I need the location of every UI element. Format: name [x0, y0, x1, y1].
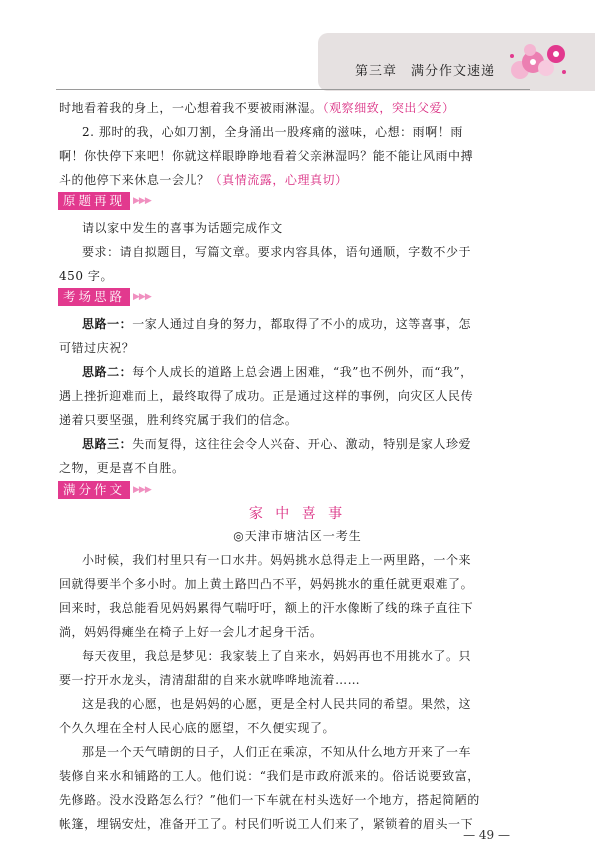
essay-line: 装修自来水和铺路的工人。他们说：“我们是市政府派来的。俗话说要致富，: [59, 769, 480, 783]
essay-line: 个久久埋在全村人民心底的愿望，不久便实现了。: [59, 721, 336, 735]
intro-line: 啊！你快停下来吧！你就这样眼睁睁地看着父亲淋湿吗？能不能让风雨中搏: [59, 149, 474, 163]
essay-line: 那是一个天气晴朗的日子，人们正在乘凉，不知从什么地方开来了一车: [82, 745, 472, 759]
idea-line: 思路三：失而复得，这往往会令人兴奋、开心、激动，特别是家人珍爱: [82, 437, 472, 451]
idea-line: 之物，更是喜不自胜。: [59, 461, 185, 475]
essay-title: 家 中 喜 事: [248, 506, 347, 522]
idea-line: 思路二：每个人成长的道路上总会遇上困难，“我”也不例外，而“我”，: [82, 365, 473, 379]
section-label: 原题再现: [58, 192, 130, 210]
idea-line: 递着只要坚强，胜利终究属于我们的信念。: [59, 413, 298, 427]
idea-line: 思路一：一家人通过自身的努力，都取得了不小的成功，这等喜事，怎: [82, 317, 472, 331]
essay-line: 要一拧开水龙头，清清甜甜的自来水就哗哗地流着……: [59, 673, 361, 687]
essay-line: 帐篷，埋锅安灶，准备开工了。村民们听说工人们来了，紧锁着的眉头一下: [59, 817, 474, 831]
annotation: （真情流露，心理真切）: [209, 173, 348, 187]
essay-line: 淌，妈妈得瘫坐在椅子上好一会儿才起身干活。: [59, 625, 323, 639]
arrow-icon: ▶▶▶: [133, 196, 151, 206]
floral-decoration-icon: [500, 40, 570, 82]
annotation: （观察细致，突出父爱）: [322, 101, 455, 115]
essay-line: 回就得要半个多小时。加上黄土路凹凸不平，妈妈挑水的重任就更艰难了。: [59, 577, 474, 591]
essay-line: 每天夜里，我总是梦见：我家装上了自来水，妈妈再也不用挑水了。只: [82, 649, 472, 663]
section-label: 满分作文: [58, 481, 130, 499]
page-number: — 49 —: [463, 828, 510, 842]
intro-line: 斗的他停下来休息一会儿？（真情流露，心理真切）: [59, 173, 348, 187]
essay-line: 先修路。没水没路怎么行？”他们一下车就在村头选好一个地方，搭起简陋的: [59, 793, 480, 807]
section-label: 考场思路: [58, 288, 130, 306]
arrow-icon: ▶▶▶: [133, 485, 151, 495]
idea-line: 遇上挫折迎难而上，最终取得了成功。正是通过这样的事例，向灾区人民传: [59, 389, 474, 403]
idea-line: 可错过庆祝？: [59, 341, 135, 355]
header-divider: [56, 89, 530, 90]
essay-line: 回来时，我总能看见妈妈累得气喘吁吁，额上的汗水像断了线的珠子直往下: [59, 601, 474, 615]
arrow-icon: ▶▶▶: [133, 292, 151, 302]
chapter-title: 第三章 满分作文速递: [355, 64, 496, 79]
problem-prompt: 请以家中发生的喜事为话题完成作文: [82, 221, 283, 235]
essay-line: 小时候，我们村里只有一口水井。妈妈挑水总得走上一两里路，一个来: [82, 553, 472, 567]
essay-byline: ◎天津市塘沽区一考生: [233, 529, 362, 543]
essay-line: 这是我的心愿，也是妈妈的心愿，更是全村人民共同的希望。果然，这: [82, 697, 472, 711]
intro-line: 时地看着我的身上，一心想着我不要被雨淋湿。（观察细致，突出父爱）: [59, 101, 455, 115]
section-heading-problem: [58, 192, 151, 210]
section-heading-essay: [58, 481, 151, 499]
intro-line: 2. 那时的我，心如刀割，全身涌出一股疼痛的滋味，心想：雨啊！雨: [82, 125, 463, 139]
section-heading-thinking: [58, 288, 151, 306]
problem-requirement: 450 字。: [59, 269, 114, 283]
problem-requirement: 要求：请自拟题目，写篇文章。要求内容具体，语句通顺，字数不少于: [82, 245, 472, 259]
